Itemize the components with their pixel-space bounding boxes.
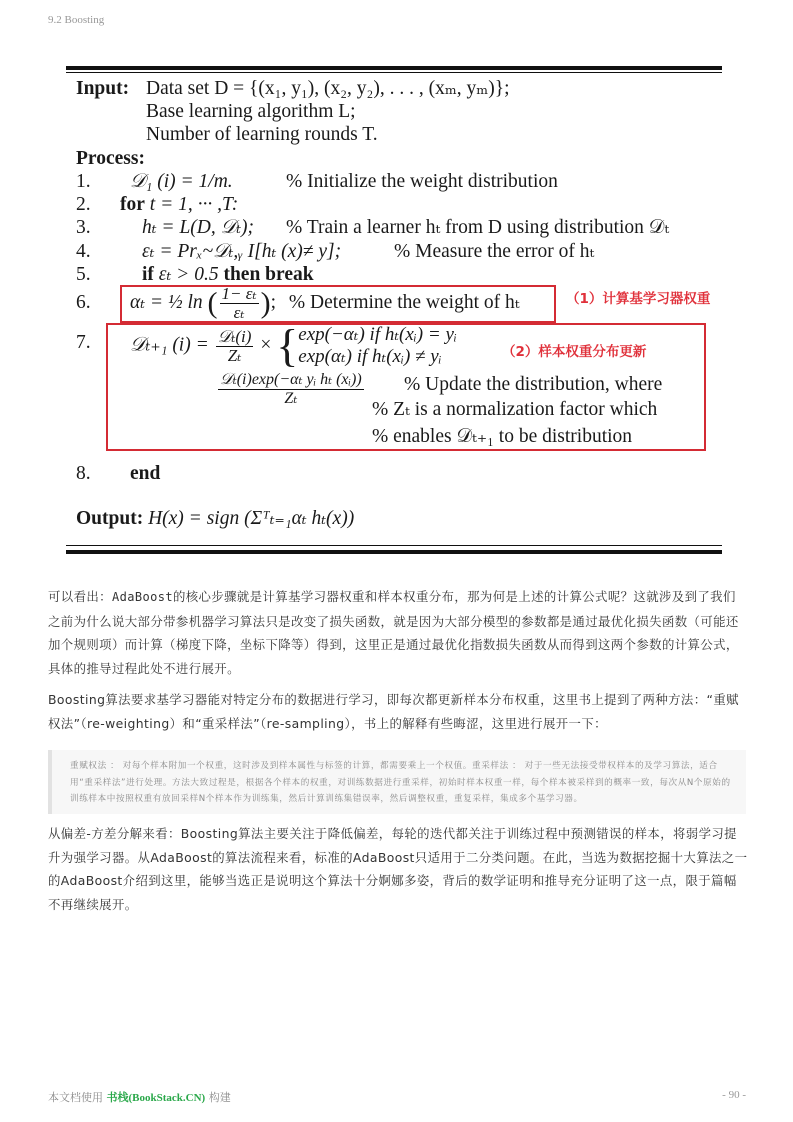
page-number: - 90 - — [722, 1089, 746, 1101]
step-5-number: 5. — [76, 264, 91, 285]
output-label: Output: — [76, 508, 144, 529]
step-3-comment: % Train a learner hₜ from D using distribution 𝒟ₜ — [286, 217, 670, 238]
step-7-fraction: $\frac{\text{𝒟ₜ(i)}}{\text{Zₜ}}$ — [217, 326, 252, 365]
step-6-comment: % Determine the weight of hₜ — [288, 292, 520, 313]
step-7-comment-1: % Update the distribution, where — [404, 374, 663, 395]
step-8-number: 8. — [76, 463, 91, 484]
step-4-comment: % Measure the error of hₜ — [394, 241, 595, 262]
step-4-number: 4. — [76, 241, 91, 262]
step-6-fraction: $\frac{\text{1− εₜ}}{\text{εₜ}}$ — [221, 284, 257, 323]
step-7-cases: exp(−αₜ) if hₜ(xᵢ) = yᵢ exp(αₜ) if hₜ(xᵢ) ≠ yᵢ — [298, 324, 457, 367]
output-formula: H(x) = sign (Σᵀₜ₌₁αₜ hₜ(x)) — [148, 508, 355, 529]
input-line-2: Base learning algorithm L; — [146, 101, 356, 122]
input-label: Input: — [76, 78, 130, 99]
top-rule — [66, 66, 722, 70]
step-7-comment-2: % Zₜ is a normalization factor which — [372, 399, 658, 420]
input-line-3: Number of learning rounds T. — [146, 124, 378, 145]
annotation-weight: （1）计算基学习器权重 — [566, 291, 711, 307]
step-1-comment: % Initialize the weight distribution — [286, 171, 558, 192]
step-6-number: 6. — [76, 292, 91, 313]
footer-credit: 本文档使用 书栈(BookStack.CN) 构建 — [48, 1091, 231, 1104]
inline-code-adaboost: AdaBoost — [111, 590, 173, 604]
step-7-comment-3: % enables 𝒟ₜ₊₁ to be distribution — [372, 426, 633, 447]
bookstack-link[interactable]: 书栈(BookStack.CN) — [106, 1092, 206, 1104]
blockquote-resampling: 重赋权法 ： 对每个样本附加一个权重，这时涉及到样本属性与标签的计算，都需要乘上一个权值。重采样法 ： 对于一些无法接受带权样本的及学习算法，适合用“重采样法”进行处理。方法大致过程是，根据各个样本的权重，对训练数据进行重采样，初始时样本权重一样，每个样本被采样到的概率一致，每次从N个原始的训练样本中按照权重有放回采样N个样本作为训练集，然后计算训练集错误率，然后调整权重，重复采样，集成多个基学习器。 — [48, 750, 746, 814]
process-label: Process: — [76, 148, 145, 169]
annotation-distribution: （2）样本权重分布更新 — [502, 344, 647, 360]
paragraph-bias-variance: 从偏差-方差分解来看：Boosting算法主要关注于降低偏差，每轮的迭代都关注于训练过程中预测错误的样本，将弱学习提升为强学习器。从AdaBoost的算法流程来看，标准的AdaBoost只适用于二分类问题。在此，当选为数据挖掘十大算法之一的AdaBoost介绍到这里，能够当选正是说明这个算法十分婀娜多姿，背后的数学证明和推导充分证明了这一点，限于篇幅不再继续展开。 — [48, 826, 748, 912]
step-2-code: t = 1, ··· ,T: — [149, 194, 239, 215]
top-rule-thin — [66, 72, 722, 73]
bottom-rule-thin — [66, 545, 722, 546]
step-3-number: 3. — [76, 217, 91, 238]
step-7-fraction-2: $\frac{\text{𝒟ₜ(i)exp(−αₜ yᵢ hₜ (xᵢ))}}{\text{Zₜ}}$ — [220, 371, 362, 407]
step-7-lhs: 𝒟ₜ₊₁ (i) = — [130, 334, 209, 356]
step-1-number: 1. — [76, 171, 91, 192]
step-2-number: 2. — [76, 194, 91, 215]
paragraph-adaboost-core: 可以看出：AdaBoost的核心步骤就是计算基学习器权重和样本权重分布，那为何是上述的计算公式呢？这就涉及到了我们之前为什么说大部分带参机器学习算法只是改变了损失函数，就是因为大部分模型的参数都是通过最优化损失函数（可能还加个规则项）而计算（梯度下降，坐标下降等）得到，这里正是通过最优化指数损失函数从而得到这两个参数的计算公式，具体的推导过程此处不进行展开。 — [48, 589, 739, 676]
page-header: 9.2 Boosting — [48, 14, 105, 26]
step-4-code: εₜ = Prₓ~𝒟ₜ,ᵧ I[hₜ (x)≠ y]; — [142, 241, 342, 262]
step-2-keyword: for — [120, 194, 145, 215]
step-5-then-break: then break — [223, 264, 314, 285]
step-7-number: 7. — [76, 332, 91, 353]
step-8-end: end — [130, 463, 161, 484]
step-6-lhs: αₜ = ½ ln — [130, 292, 203, 313]
step-5-code: εₜ > 0.5 — [158, 264, 219, 285]
bottom-rule — [66, 550, 722, 554]
step-5-if: if — [142, 264, 154, 285]
step-3-code: hₜ = L(D, 𝒟ₜ); — [142, 217, 254, 238]
step-1-code: 𝒟₁ (i) = 1/m. — [130, 171, 233, 192]
input-line-1: Data set D = {(x₁, y₁), (x₂, y₂), . . . , (xₘ, yₘ)}; — [146, 78, 510, 99]
paragraph-reweighting: Boosting算法要求基学习器能对特定分布的数据进行学习，即每次都更新样本分布权重，这里书上提到了两种方法：“重赋权法”（re-weighting）和“重采样法”（re-sampling），书上的解释有些晦涩，这里进行展开一下： — [48, 692, 739, 731]
algorithm-figure: Input: Data set D = {(x₁, y₁), (x₂, y₂), . . . , (xₘ, yₘ)}; Base learning algorithm L; Number of learning rounds T. Process: 1. 𝒟₁ (i) = 1/m. % Initialize the weight distribution 2. for t = 1, ··· ,T: 3. hₜ = L(D, 𝒟ₜ); % Train a learner hₜ from D using distribution 𝒟ₜ 4. εₜ = Prₓ~𝒟ₜ,ᵧ I[hₜ (x)≠ y]; % Measure the error of hₜ 5. if εₜ > 0.5 then break 6. αₜ = ½ ln ( $\frac{\text{1− εₜ}}{\text{εₜ}}$ ); % Determine the weight of hₜ （1）计算基学习器权重 7. 𝒟ₜ₊₁ (i) = $\frac{\text{𝒟ₜ(i)}}{\text{Zₜ}}$ × { exp(−αₜ) if hₜ(xᵢ) = yᵢ exp(αₜ) if hₜ(xᵢ) ≠ yᵢ （2）样本权重分布更新 $\frac{\text{𝒟ₜ(i)exp(−αₜ yᵢ hₜ (xᵢ))}}{\text{Zₜ}}$ % Update the distribution, where % Zₜ is a normalization factor which % enables 𝒟ₜ₊₁ to be distribution 8. end Output: H(x) = sign (Σᵀₜ₌₁αₜ hₜ(x)) — [66, 66, 722, 556]
